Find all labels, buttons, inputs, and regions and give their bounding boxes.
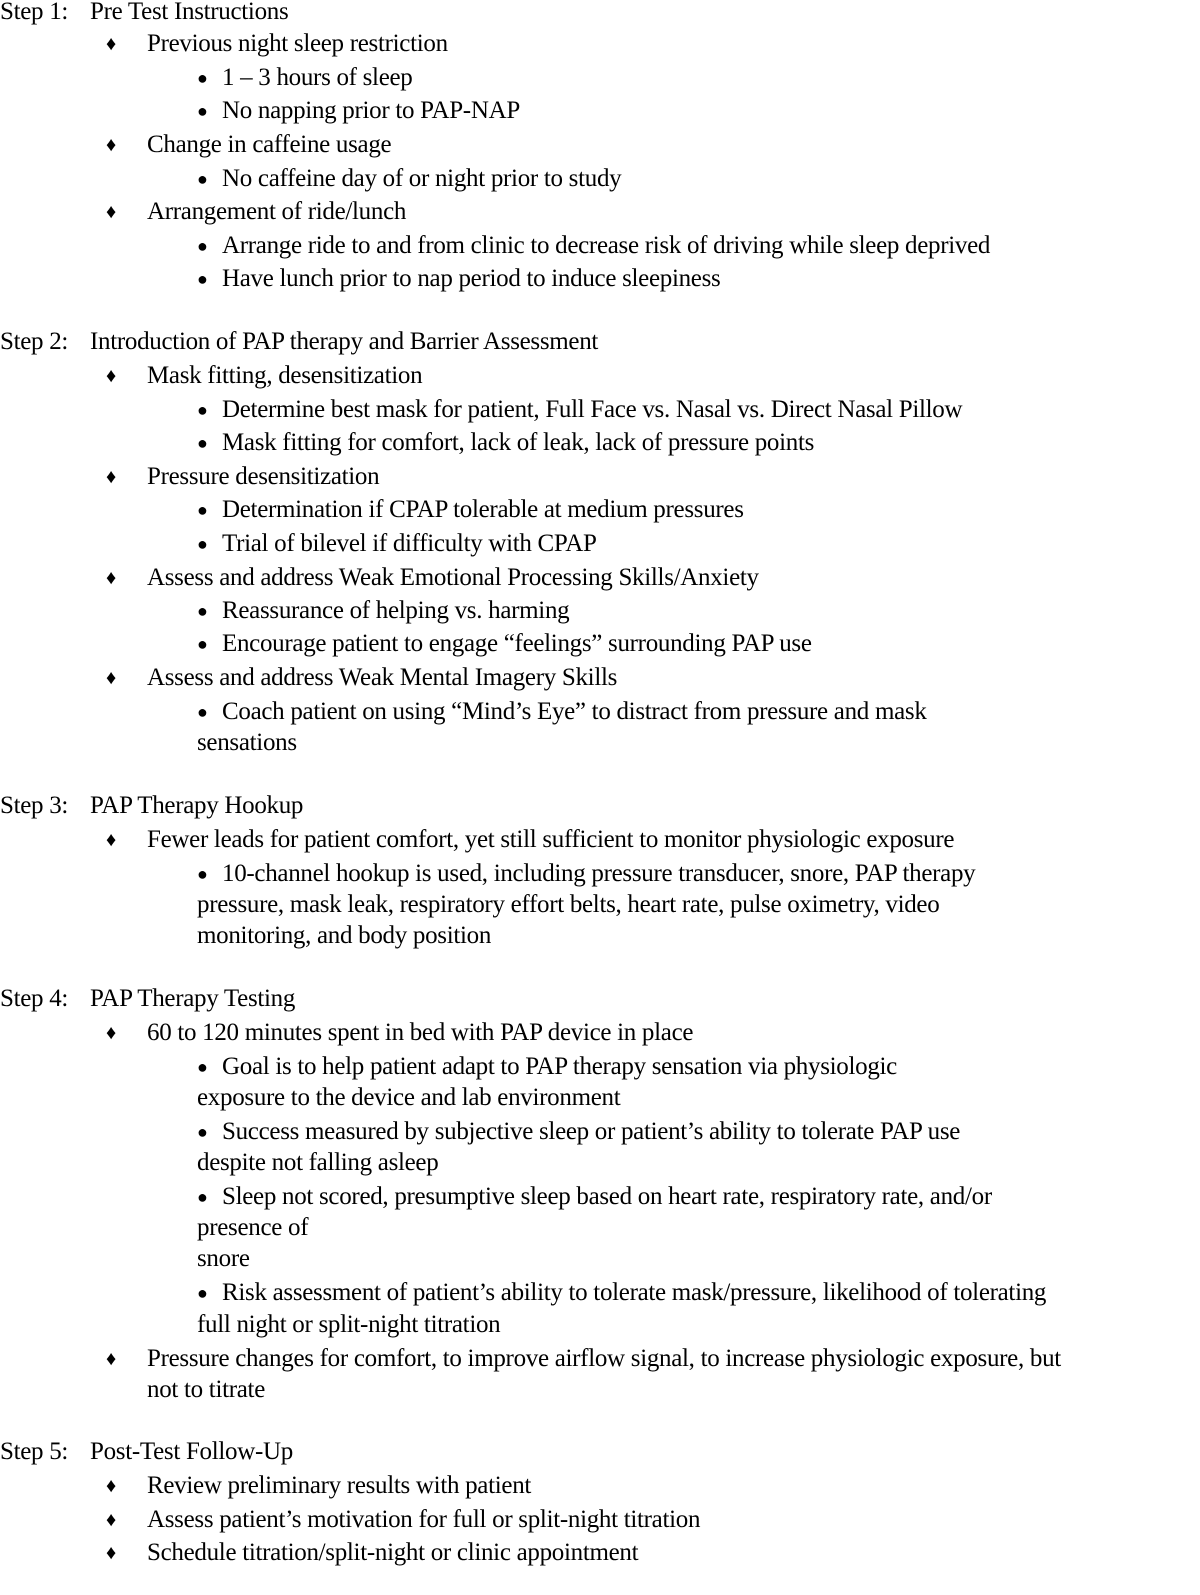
- round-bullet-icon: ●: [197, 169, 208, 189]
- diamond-bullet-icon: ♦: [106, 1475, 116, 1497]
- diamond-bullet-icon: ♦: [106, 567, 116, 589]
- diamond-bullet-icon: ♦: [106, 829, 116, 851]
- sub-list-item-text: Success measured by subjective sleep or patient’s ability to tolerate PAP use: [222, 1118, 961, 1145]
- step-heading: [0, 327, 598, 357]
- diamond-bullet-icon: ♦: [106, 1348, 116, 1370]
- diamond-bullet-icon: ♦: [106, 466, 116, 488]
- list-item-text: Assess patient’s motivation for full or split-night titration: [147, 1506, 701, 1533]
- round-bullet-icon: ●: [197, 500, 208, 520]
- diamond-bullet-icon: ♦: [106, 667, 116, 689]
- round-bullet-icon: ●: [197, 1122, 208, 1142]
- list-item-text: Arrangement of ride/lunch: [147, 198, 407, 225]
- round-bullet-icon: ●: [197, 101, 208, 121]
- round-bullet-icon: ●: [197, 534, 208, 554]
- sub-list-item-text: sensations: [197, 729, 297, 756]
- sub-list-item-text: exposure to the device and lab environment: [197, 1084, 621, 1111]
- sub-list-item-text: Determination if CPAP tolerable at medium pressures: [222, 496, 744, 523]
- round-bullet-icon: ●: [197, 236, 208, 256]
- diamond-bullet-icon: ♦: [106, 365, 116, 387]
- step-number: Step 2:: [0, 328, 69, 355]
- sub-list-item-text: Goal is to help patient adapt to PAP therapy sensation via physiologic: [222, 1053, 897, 1080]
- list-item-text: Review preliminary results with patient: [147, 1472, 532, 1499]
- round-bullet-icon: ●: [197, 400, 208, 420]
- sub-list-item-text: despite not falling asleep: [197, 1149, 439, 1176]
- sub-list-item-text: Sleep not scored, presumptive sleep based on heart rate, respiratory rate, and/or: [222, 1183, 992, 1210]
- sub-list-item-text: 10-channel hookup is used, including pressure transducer, snore, PAP therapy: [222, 860, 976, 887]
- sub-list-item-text: full night or split-night titration: [197, 1311, 501, 1338]
- step-title: PAP Therapy Testing: [90, 985, 296, 1012]
- sub-list-item-text: No napping prior to PAP-NAP: [222, 97, 520, 124]
- sub-list-item-text: Determine best mask for patient, Full Face vs. Nasal vs. Direct Nasal Pillow: [222, 396, 963, 423]
- step-number: Step 5:: [0, 1438, 69, 1465]
- diamond-bullet-icon: ♦: [106, 1509, 116, 1531]
- list-item-text: Schedule titration/split-night or clinic appointment: [147, 1539, 639, 1566]
- step-number: Step 1:: [0, 0, 69, 25]
- round-bullet-icon: ●: [197, 864, 208, 884]
- list-item-text: Pressure desensitization: [147, 463, 380, 490]
- list-item-text: not to titrate: [147, 1376, 265, 1403]
- step-title: PAP Therapy Hookup: [90, 792, 304, 819]
- sub-list-item-text: Reassurance of helping vs. harming: [222, 597, 570, 624]
- sub-list-item-text: Arrange ride to and from clinic to decrease risk of driving while sleep deprived: [222, 232, 991, 259]
- step-number: Step 4:: [0, 985, 69, 1012]
- list-item-text: Previous night sleep restriction: [147, 30, 448, 57]
- sub-list-item-text: Encourage patient to engage “feelings” surrounding PAP use: [222, 630, 812, 657]
- round-bullet-icon: ●: [197, 634, 208, 654]
- list-item-text: Fewer leads for patient comfort, yet still sufficient to monitor physiologic exposure: [147, 826, 955, 853]
- list-item-text: Change in caffeine usage: [147, 131, 392, 158]
- diamond-bullet-icon: ♦: [106, 1022, 116, 1044]
- sub-list-item-text: Mask fitting for comfort, lack of leak, lack of pressure points: [222, 429, 815, 456]
- sub-list-item-text: snore: [197, 1245, 250, 1272]
- step-title: Introduction of PAP therapy and Barrier Assessment: [90, 328, 599, 355]
- sub-list-item-text: Risk assessment of patient’s ability to tolerate mask/pressure, likelihood of tolerating: [222, 1279, 1047, 1306]
- round-bullet-icon: ●: [197, 68, 208, 88]
- round-bullet-icon: ●: [197, 1057, 208, 1077]
- list-item-text: 60 to 120 minutes spent in bed with PAP device in place: [147, 1019, 694, 1046]
- sub-list-item-text: No caffeine day of or night prior to study: [222, 165, 622, 192]
- sub-list-item-text: presence of: [197, 1214, 309, 1241]
- step-heading: [0, 984, 295, 1014]
- round-bullet-icon: ●: [197, 433, 208, 453]
- list-item-text: Pressure changes for comfort, to improve airflow signal, to increase physiologic exposure, but: [147, 1345, 1061, 1372]
- diamond-bullet-icon: ♦: [106, 1542, 116, 1564]
- round-bullet-icon: ●: [197, 702, 208, 722]
- step-heading: [0, 0, 288, 27]
- sub-list-item-text: monitoring, and body position: [197, 922, 492, 949]
- round-bullet-icon: ●: [197, 601, 208, 621]
- round-bullet-icon: ●: [197, 1187, 208, 1207]
- step-title: Post-Test Follow-Up: [90, 1438, 293, 1465]
- list-item-text: Mask fitting, desensitization: [147, 362, 423, 389]
- step-heading: [0, 791, 303, 821]
- round-bullet-icon: ●: [197, 269, 208, 289]
- list-item-text: Assess and address Weak Mental Imagery Skills: [147, 664, 618, 691]
- sub-list-item-text: pressure, mask leak, respiratory effort belts, heart rate, pulse oximetry, video: [197, 891, 940, 918]
- diamond-bullet-icon: ♦: [106, 33, 116, 55]
- diamond-bullet-icon: ♦: [106, 134, 116, 156]
- step-title: Pre Test Instructions: [90, 0, 289, 25]
- round-bullet-icon: ●: [197, 1283, 208, 1303]
- sub-list-item-text: 1 – 3 hours of sleep: [222, 64, 413, 91]
- sub-list-item-text: Coach patient on using “Mind’s Eye” to distract from pressure and mask: [222, 698, 927, 725]
- step-number: Step 3:: [0, 792, 69, 819]
- list-item-text: Assess and address Weak Emotional Processing Skills/Anxiety: [147, 564, 759, 591]
- sub-list-item-text: Trial of bilevel if difficulty with CPAP: [222, 530, 597, 557]
- sub-list-item-text: Have lunch prior to nap period to induce sleepiness: [222, 265, 721, 292]
- step-heading: [0, 1437, 293, 1467]
- diamond-bullet-icon: ♦: [106, 201, 116, 223]
